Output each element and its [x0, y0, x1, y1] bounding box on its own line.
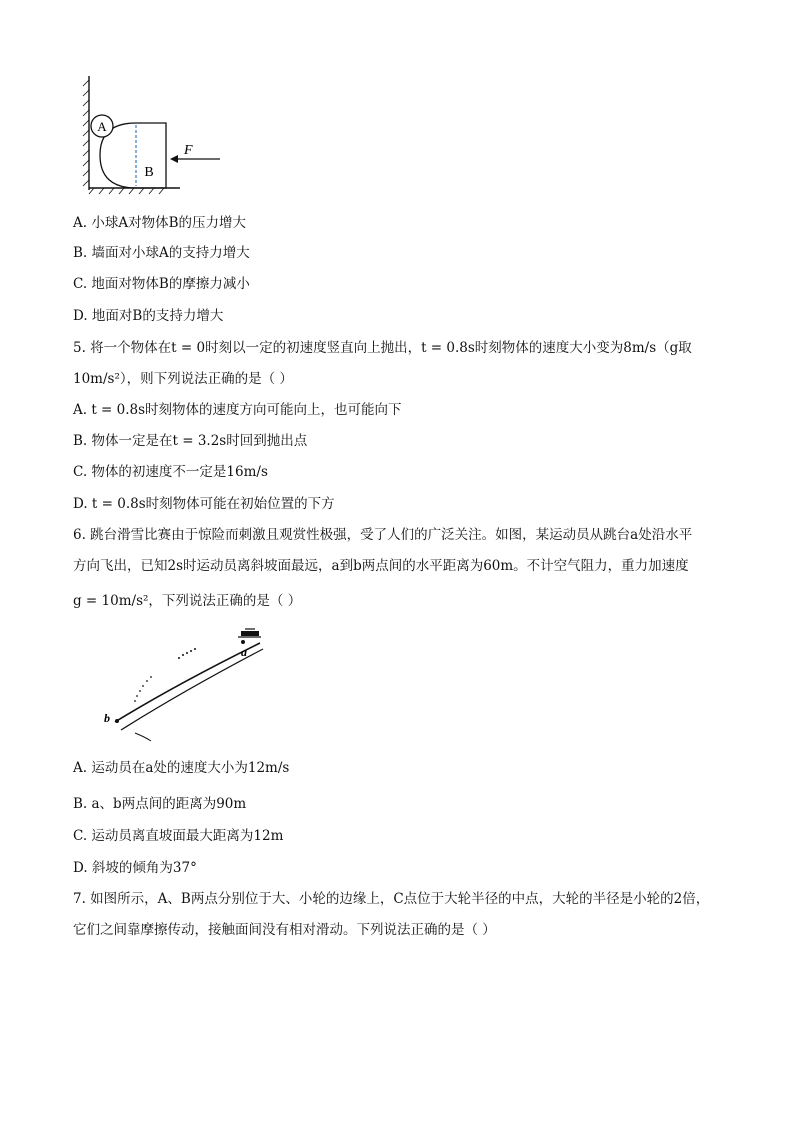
q5-option-b: B. 物体一定是在t = 3.2s时回到抛出点	[73, 433, 308, 449]
block-b-label: B	[144, 165, 154, 180]
force-label: F	[184, 143, 193, 158]
q5-stem-line1: 5. 将一个物体在t = 0时刻以一定的初速度竖直向上抛出，t = 0.8s时刻物体的速度大小变为8m/s（g取	[73, 340, 692, 356]
q6-option-c: C. 运动员离直坡面最大距离为12m	[73, 828, 284, 844]
point-a-label: a	[241, 645, 247, 659]
q6-stem-line2: 方向飞出，已知2s时运动员离斜坡面最远，a到b两点间的水平距离为60m。不计空气阻力，重力加速度	[73, 558, 689, 574]
q6-figure	[95, 625, 275, 745]
q4-option-a: A. 小球A对物体B的压力增大	[73, 215, 247, 231]
q6-stem-line3: g = 10m/s²，下列说法正确的是（ ）	[73, 593, 302, 609]
q4-option-b: B. 墙面对小球A的支持力增大	[73, 245, 250, 261]
q7-stem-line2: 它们之间靠摩擦传动，接触面间没有相对滑动。下列说法正确的是（ ）	[73, 922, 496, 938]
q7-stem-line1: 7. 如图所示，A、B两点分别位于大、小轮的边缘上，C点位于大轮半径的中点，大轮的半径是小轮的2倍，	[73, 891, 710, 907]
q4-figure	[80, 72, 230, 197]
q5-option-a: A. t = 0.8s时刻物体的速度方向可能向上，也可能向下	[73, 402, 402, 418]
point-b-label: b	[104, 711, 110, 725]
q4-option-c: C. 地面对物体B的摩擦力减小	[73, 276, 250, 292]
q6-stem-line1: 6. 跳台滑雪比赛由于惊险而刺激且观赏性极强，受了人们的广泛关注。如图，某运动员从跳台a处沿水平	[73, 527, 693, 543]
q6-option-a: A. 运动员在a处的速度大小为12m/s	[73, 760, 290, 776]
q6-option-b: B. a、b两点间的距离为90m	[73, 796, 247, 812]
q5-option-c: C. 物体的初速度不一定是16m/s	[73, 464, 268, 480]
q6-option-d: D. 斜坡的倾角为37°	[73, 860, 197, 876]
q4-option-d: D. 地面对B的支持力增大	[73, 308, 224, 324]
ball-a-label: A	[97, 119, 107, 134]
q5-stem-line2: 10m/s²），则下列说法正确的是（ ）	[73, 371, 293, 387]
q5-option-d: D. t = 0.8s时刻物体可能在初始位置的下方	[73, 496, 335, 512]
